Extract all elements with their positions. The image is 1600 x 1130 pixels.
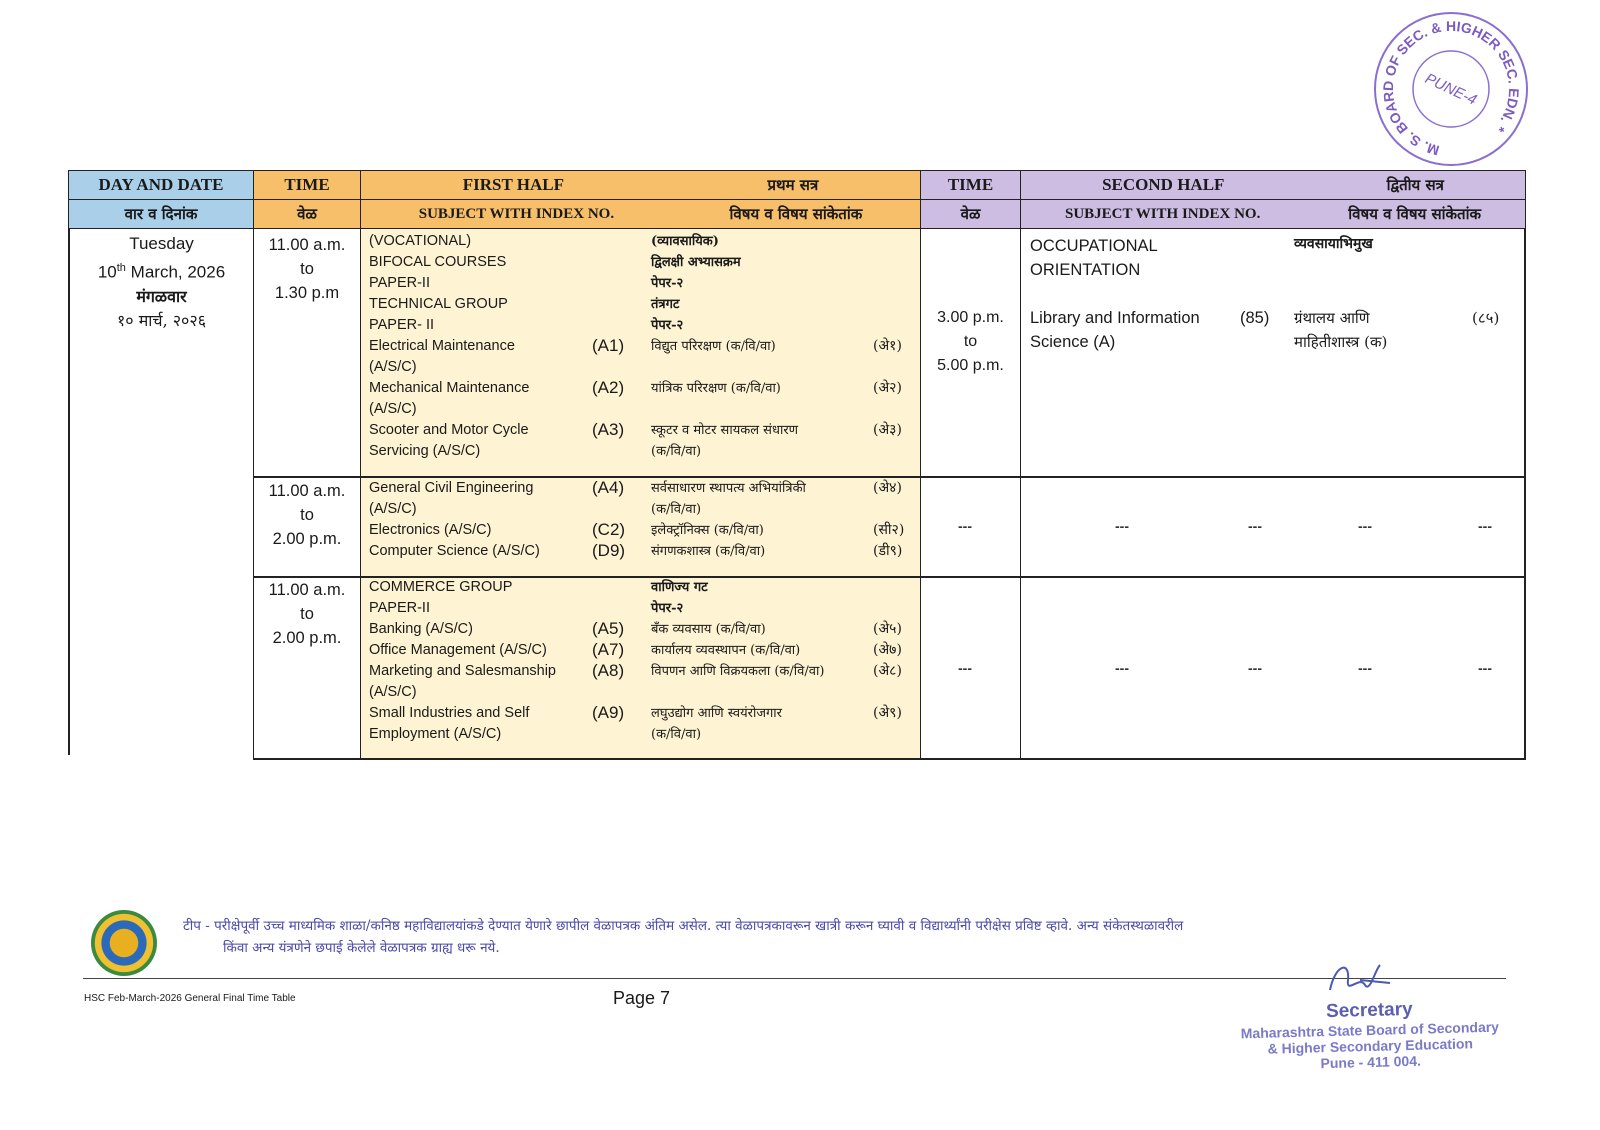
empty-dash: --- [1115,518,1129,534]
header-label: FIRST HALF [462,175,564,194]
header-label: द्वितीय सत्र [1386,176,1444,194]
header-first-subject [360,199,921,229]
index-code-mr: (अे४) [873,480,902,496]
header-first-half [360,170,921,200]
header-label: SUBJECT WITH INDEX NO. [1064,205,1261,222]
header-day-date-en [68,170,254,200]
header-day-date-mr [68,199,254,229]
svg-text:PUNE-4: PUNE-4 [1422,70,1480,109]
index-code-mr: (अे९) [873,705,902,721]
time-slot-text: to [300,506,314,524]
subject-en: Electronics (A/S/C) [369,522,492,538]
empty-dash: --- [1115,660,1129,676]
index-code-mr: (अे२) [873,380,902,396]
subject-mr: संगणकशास्त्र (क/वि/वा) [651,544,766,559]
subject-mr: वाणिज्य गट [651,580,708,595]
time-slot-text: 11.00 a.m. [268,581,346,599]
org-line: Maharashtra State Board of Secondary [1240,1018,1500,1042]
index-code-mr: (८५) [1472,309,1500,327]
group-en: OCCUPATIONAL [1030,237,1158,255]
header-time2-en [920,170,1021,200]
date-suffix: th [116,262,126,274]
time-slot-text: 1.30 p.m [274,284,340,302]
time2-slot-text: 3.00 p.m. [937,309,1004,326]
subject-en: Small Industries and Self [369,705,530,721]
subject-en: Marketing and Salesmanship [369,663,556,679]
signatory-title: Secretary [1325,998,1413,1023]
subject2-en: Science (A) [1030,333,1116,351]
svg-text:M. S. BOARD OF SEC. & HIGHER S: M. S. BOARD OF SEC. & HIGHER SEC. EDN. * [1379,17,1523,159]
header-second-subject [1020,199,1526,229]
group-en: ORIENTATION [1030,261,1141,279]
index-code: (A7) [592,640,625,659]
group-mr: व्यवसायाभिमुख [1294,236,1373,252]
signature-icon [1320,955,1400,1005]
header-label: वार व दिनांक [124,205,198,223]
time-slot-text: 11.00 a.m. [268,482,346,500]
time-slot-text: to [300,605,314,623]
footer-rule [83,978,1506,979]
subject-en: (A/S/C) [369,401,417,417]
subject-mr: (क/वि/वा) [651,727,702,742]
subject-en: (A/S/C) [369,359,417,375]
subject2-mr: माहितीशास्त्र (क) [1294,333,1388,351]
org-line: & Higher Secondary Education [1267,1035,1474,1057]
subject-mr: पेपर-२ [651,318,684,333]
footer-note [183,915,1183,959]
header-label: TIME [284,175,330,194]
subject-mr: इलेक्ट्रॉनिक्स (क/वि/वा) [651,523,764,538]
index-code: (A9) [592,703,625,722]
header-label: SECOND HALF [1102,175,1225,194]
subject-en: Computer Science (A/S/C) [369,543,540,559]
subject-mr: तंत्रगट [651,297,680,312]
time-slot-text: 2.00 p.m. [272,530,342,548]
empty-dash: --- [1358,660,1372,676]
subject-en: Office Management (A/S/C) [369,642,547,658]
header-label: SUBJECT WITH INDEX NO. [418,205,615,222]
empty-dash: --- [1248,518,1262,534]
subject-en: TECHNICAL GROUP [369,296,508,312]
subject2-en: Library and Information [1030,309,1200,327]
subject-en: COMMERCE GROUP [369,579,513,595]
signatory-block [1204,996,1536,1075]
subject-en: PAPER-II [369,275,430,291]
subject2-mr: ग्रंथालय आणि [1294,309,1370,327]
index-code-mr: (डी९) [873,543,903,559]
subject-mr: बँक व्यवसाय (क/वि/वा) [651,622,766,637]
subject-en: Scooter and Motor Cycle [369,422,529,438]
subject-mr: विद्युत परिरक्षण (क/वि/वा) [651,339,776,354]
date-en [70,256,253,285]
time-slot-text: 11.00 a.m. [268,236,346,254]
subject-en: Banking (A/S/C) [369,621,473,637]
subject-en: (VOCATIONAL) [369,233,472,249]
subject-en: (A/S/C) [369,501,417,517]
header-time2-mr [920,199,1021,229]
date-mr: १० मार्च, २०२६ [116,310,207,330]
subject-en: PAPER- II [369,317,434,333]
subject-mr: पेपर-२ [651,601,684,616]
subject-mr: सर्वसाधारण स्थापत्य अभियांत्रिकी [651,481,806,496]
subject-en: General Civil Engineering [369,480,534,496]
empty-dash: --- [958,660,972,676]
index-code-mr: (अे१) [873,338,902,354]
date-day: 10 [97,262,117,282]
index-code: (C2) [592,520,626,539]
note-line: किंवा अन्य यंत्रणेने छपाई केलेले वेळापत्रक ग्राह्य धरू नये. [223,940,500,956]
index-code-mr: (सी२) [873,522,905,538]
subject-mr: विपणन आणि विक्रयकला (क/वि/वा) [651,664,825,679]
subject-mr: कार्यालय व्यवस्थापन (क/वि/वा) [651,643,801,658]
board-logo-icon [91,910,157,976]
header-second-half [1020,170,1526,200]
header-label: DAY AND DATE [98,175,224,194]
index-code: (A5) [592,619,625,638]
index-code: (A8) [592,661,625,680]
subject-mr: (क/वि/वा) [651,444,702,459]
note-line: टीप - परीक्षेपूर्वी उच्च माध्यमिक शाळा/कनिष्ठ महाविद्यालयांकडे देण्यात येणारे छापील वेळापत्रक अंतिम असेल. त्या वेळापत्रकावरून खात्री करून घ्यावी व विद्यार्थ्यांनी परीक्षेस प्रविष्ट व्हावे. अन्य संकेतस्थळावरील [183,918,1184,934]
page-number: Page 7 [613,988,671,1008]
day-date-cell [70,232,253,333]
subject-en: PAPER-II [369,600,430,616]
index-code-mr: (अे८) [873,663,902,679]
subject-mr: स्कूटर व मोटर सायकल संधारण [651,423,799,438]
subject-mr: (क/वि/वा) [651,502,702,517]
footer-doc-title: HSC Feb-March-2026 General Final Time Table [84,993,296,1004]
empty-dash: --- [1478,518,1492,534]
empty-dash: --- [1478,660,1492,676]
header-label: विषय व विषय सांकेतांक [1348,205,1481,223]
date-rest: March, 2026 [125,262,226,282]
subject-en: Employment (A/S/C) [369,726,502,742]
subject-en: Servicing (A/S/C) [369,443,481,459]
subject-mr: द्विलक्षी अभ्यासक्रम [651,255,741,270]
empty-dash: --- [1358,518,1372,534]
subject-mr: पेपर-२ [651,276,684,291]
index-code-mr: (अे५) [873,621,902,637]
header-label: TIME [947,175,994,194]
subject-mr: लघुउद्योग आणि स्वयंरोजगार [651,706,782,721]
index-code: (A2) [592,378,625,397]
index-code: (85) [1240,309,1270,327]
header-label: विषय व विषय सांकेतांक [729,205,863,223]
header-label: प्रथम सत्र [767,176,819,194]
subject-en: Electrical Maintenance [369,338,515,354]
header-time-en [253,170,361,200]
subject-en: Mechanical Maintenance [369,380,530,396]
time2-slot-text: to [963,333,978,350]
header-label: वेळ [960,205,981,223]
subject-mr: (व्यावसायिक) [651,234,719,249]
index-code-mr: (अे३) [873,422,902,438]
org-line: Pune - 411 004. [1320,1052,1422,1072]
index-code: (A3) [592,420,625,439]
board-seal-stamp [1372,10,1530,168]
time2-slot-text: 5.00 p.m. [937,357,1004,374]
index-code: (A4) [592,478,625,497]
index-code: (A1) [592,336,625,355]
subject-en: BIFOCAL COURSES [369,254,507,270]
header-time-mr [253,199,361,229]
time-slot-text: 2.00 p.m. [272,629,342,647]
index-code-mr: (अे७) [873,642,902,658]
subject-en: (A/S/C) [369,684,417,700]
empty-dash: --- [958,518,972,534]
empty-dash: --- [1248,660,1262,676]
time-slot-text: to [300,260,314,278]
header-label: वेळ [297,205,317,223]
weekday-en: Tuesday [129,234,194,253]
subject-mr: यांत्रिक परिरक्षण (क/वि/वा) [651,381,781,396]
index-code: (D9) [592,541,626,560]
weekday-mr: मंगळवार [136,286,187,306]
